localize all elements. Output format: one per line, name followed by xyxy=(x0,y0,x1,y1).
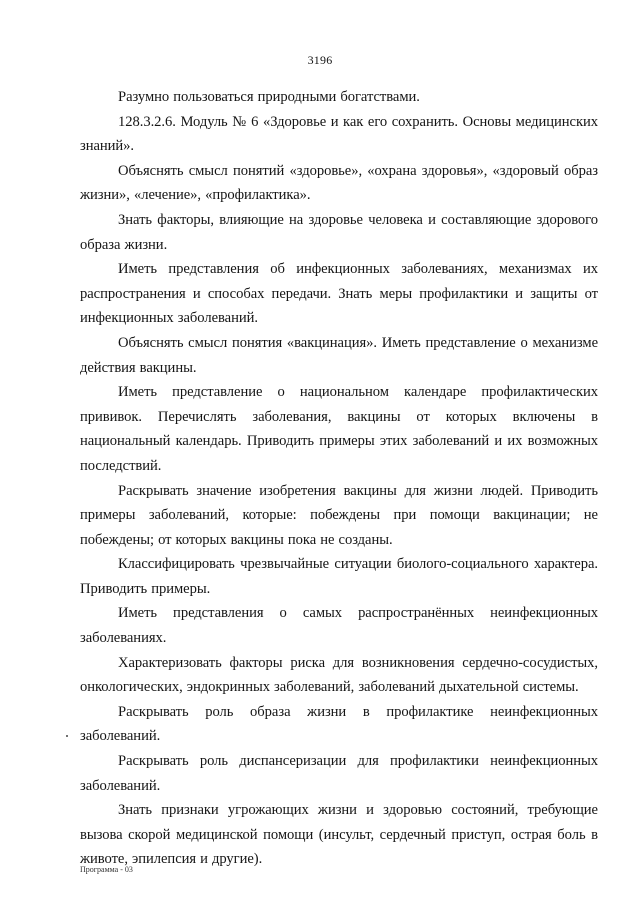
paragraph-vaccination-calendar: Иметь представление о национальном календаре профилактических прививок. Перечислять заболевания, вакцины от которых включены в национальный календарь. Приводить примеры этих заболеваний и их возможных последствий. xyxy=(80,384,598,474)
paragraph-vaccine-invention: Раскрывать значение изобретения вакцины для жизни людей. Приводить примеры заболеваний, которые: побеждены при помощи вакцинации; не побеждены; от которых вакцины пока не созданы. xyxy=(80,482,598,548)
paragraph-lifestyle-role: Раскрывать роль образа жизни в профилактике неинфекционных заболеваний. xyxy=(80,703,598,745)
paragraph-vaccination: Объяснять смысл понятия «вакцинация». Иметь представление о механизме действия вакцины. xyxy=(80,334,598,376)
page-footer: Программа - 03 xyxy=(80,865,133,874)
paragraph-health-concepts: Объяснять смысл понятий «здоровье», «охрана здоровья», «здоровый образ жизни», «лечение», «профилактика». xyxy=(80,162,598,204)
paragraph-dispensary: Раскрывать роль диспансеризации для профилактики неинфекционных заболеваний. xyxy=(80,753,598,794)
scan-speck xyxy=(66,735,68,737)
paragraph-module-heading: 128.3.2.6. Модуль № 6 «Здоровье и как его сохранить. Основы медицинских знаний». xyxy=(80,113,598,155)
paragraph-health-factors: Знать факторы, влияющие на здоровье человека и составляющие здорового образа жизни. xyxy=(80,211,598,253)
page-number: 3196 xyxy=(307,53,333,67)
paragraph-infectious-diseases: Иметь представления об инфекционных заболеваниях, механизмах их распространения и способах передачи. Знать меры профилактики и защиты от инфекционных заболеваний. xyxy=(80,261,598,327)
paragraph-risk-factors: Характеризовать факторы риска для возникновения сердечно-сосудистых, онкологических, эндокринных заболеваний, заболеваний дыхательной системы. xyxy=(80,654,598,696)
paragraph-resources: Разумно пользоваться природными богатствами. xyxy=(118,89,420,105)
paragraph-emergency-signs: Знать признаки угрожающих жизни и здоровью состояний, требующие вызова скорой медицинской помощи (инсульт, сердечный приступ, острая боль в животе, эпилепсия и другие). xyxy=(80,802,598,868)
paragraph-noninfectious-diseases: Иметь представления о самых распространённых неинфекционных заболеваниях. xyxy=(80,605,598,647)
paragraph-emergencies: Классифицировать чрезвычайные ситуации биолого-социального характера. Приводить примеры. xyxy=(80,556,598,597)
document-body xyxy=(80,85,598,872)
